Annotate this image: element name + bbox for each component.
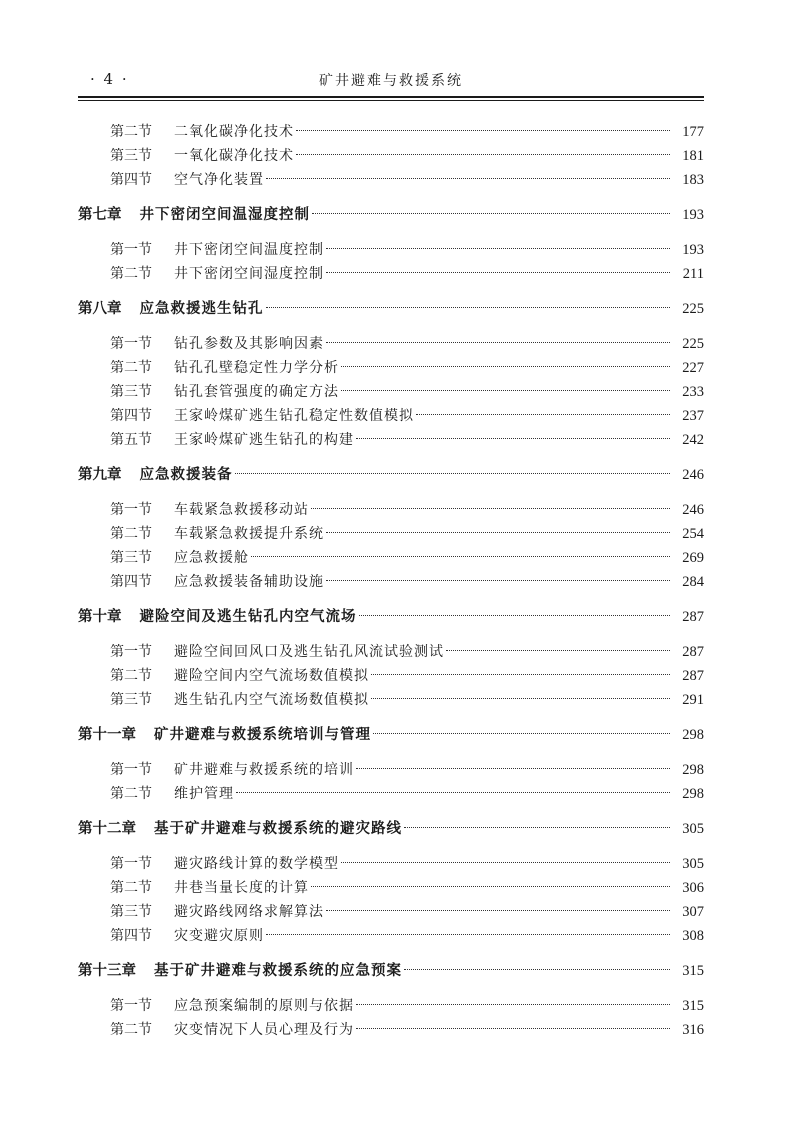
dot-leader [404, 969, 670, 970]
page-reference: 307 [682, 904, 704, 920]
toc-section-entry[interactable] [78, 852, 704, 876]
page-reference: 183 [682, 172, 704, 188]
section-number: 第四节 [110, 172, 152, 188]
section-number: 第一节 [110, 242, 152, 258]
section-number: 第一节 [110, 644, 152, 660]
chapter-number: 第十二章 [78, 821, 136, 837]
section-title: 矿井避难与救援系统的培训 [174, 762, 354, 778]
page-reference: 308 [682, 928, 704, 944]
page-reference: 227 [682, 360, 704, 376]
section-number: 第二节 [110, 1022, 152, 1038]
page-reference: 237 [682, 408, 704, 424]
section-number: 第二节 [110, 668, 152, 684]
section-title: 避险空间回风口及逃生钻孔风流试验测试 [174, 644, 444, 660]
page-reference: 242 [682, 432, 704, 448]
dot-leader [446, 650, 670, 651]
toc-section-entry[interactable] [78, 640, 704, 664]
section-number: 第二节 [110, 880, 152, 896]
section-number: 第五节 [110, 432, 152, 448]
toc-section-entry[interactable] [78, 404, 704, 428]
dot-leader [371, 674, 670, 675]
dot-leader [326, 580, 670, 581]
toc-chapter-entry[interactable] [78, 959, 704, 983]
toc-section-entry[interactable] [78, 238, 704, 262]
page-reference: 315 [682, 963, 704, 979]
section-title: 应急预案编制的原则与依据 [174, 998, 354, 1014]
section-number: 第三节 [110, 148, 152, 164]
dot-leader [341, 390, 670, 391]
section-title: 井巷当量长度的计算 [174, 880, 309, 896]
toc-section-entry[interactable] [78, 782, 704, 806]
section-title: 应急救援装备辅助设施 [174, 574, 324, 590]
section-number: 第二节 [110, 786, 152, 802]
page-reference: 305 [682, 856, 704, 872]
toc-section-entry[interactable] [78, 380, 704, 404]
section-title: 一氧化碳净化技术 [174, 148, 294, 164]
dot-leader [356, 768, 670, 769]
page-reference: 246 [682, 502, 704, 518]
section-number: 第四节 [110, 928, 152, 944]
toc-section-entry[interactable] [78, 332, 704, 356]
page-reference: 233 [682, 384, 704, 400]
chapter-number: 第十三章 [78, 963, 136, 979]
page-reference: 193 [682, 207, 704, 223]
toc-section-entry[interactable] [78, 924, 704, 948]
toc-section-entry[interactable] [78, 546, 704, 570]
section-title: 钻孔套管强度的确定方法 [174, 384, 339, 400]
dot-leader [266, 178, 670, 179]
page-reference: 225 [682, 336, 704, 352]
toc-section-entry[interactable] [78, 120, 704, 144]
chapter-number: 第十章 [78, 609, 122, 625]
page-reference: 287 [682, 644, 704, 660]
dot-leader [296, 130, 670, 131]
page-reference: 246 [682, 467, 704, 483]
toc-section-entry[interactable] [78, 168, 704, 192]
dot-leader [326, 272, 670, 273]
page-reference: 316 [682, 1022, 704, 1038]
section-number: 第三节 [110, 550, 152, 566]
page-reference: 211 [682, 266, 704, 282]
toc-section-entry[interactable] [78, 664, 704, 688]
section-title: 避灾路线网络求解算法 [174, 904, 324, 920]
section-title: 钻孔孔壁稳定性力学分析 [174, 360, 339, 376]
section-number: 第二节 [110, 266, 152, 282]
section-title: 灾变避灾原则 [174, 928, 264, 944]
dot-leader [251, 556, 670, 557]
section-title: 逃生钻孔内空气流场数值模拟 [174, 692, 369, 708]
dot-leader [341, 862, 670, 863]
section-title: 车载紧急救援移动站 [174, 502, 309, 518]
toc-section-entry[interactable] [78, 522, 704, 546]
table-of-contents [78, 120, 704, 1042]
chapter-title: 避险空间及逃生钻孔内空气流场 [139, 609, 357, 625]
chapter-title: 井下密闭空间温湿度控制 [139, 207, 310, 223]
dot-leader [373, 733, 670, 734]
page-reference: 305 [682, 821, 704, 837]
dot-leader [341, 366, 670, 367]
running-title: 矿井避难与救援系统 [319, 73, 463, 89]
section-number: 第三节 [110, 904, 152, 920]
dot-leader [236, 792, 670, 793]
page-reference: 284 [682, 574, 704, 590]
toc-section-entry[interactable] [78, 994, 704, 1018]
chapter-number: 第八章 [78, 301, 122, 317]
toc-chapter-entry[interactable] [78, 463, 704, 487]
section-title: 灾变情况下人员心理及行为 [174, 1022, 354, 1038]
chapter-title: 基于矿井避难与救援系统的应急预案 [154, 963, 402, 979]
section-number: 第二节 [110, 526, 152, 542]
page-reference: 298 [682, 727, 704, 743]
dot-leader [404, 827, 670, 828]
toc-section-entry[interactable] [78, 356, 704, 380]
section-title: 井下密闭空间温度控制 [174, 242, 324, 258]
page-reference: 306 [682, 880, 704, 896]
section-number: 第三节 [110, 384, 152, 400]
toc-chapter-entry[interactable] [78, 817, 704, 841]
page-header [78, 68, 704, 90]
toc-chapter-entry[interactable] [78, 605, 704, 629]
page-reference: 298 [682, 786, 704, 802]
section-title: 避灾路线计算的数学模型 [174, 856, 339, 872]
chapter-number: 第七章 [78, 207, 122, 223]
toc-chapter-entry[interactable] [78, 723, 704, 747]
page-reference: 177 [682, 124, 704, 140]
section-number: 第二节 [110, 360, 152, 376]
dot-leader [266, 307, 671, 308]
toc-section-entry[interactable] [78, 758, 704, 782]
chapter-number: 第九章 [78, 467, 122, 483]
toc-section-entry[interactable] [78, 262, 704, 286]
section-number: 第四节 [110, 408, 152, 424]
page-reference: 269 [682, 550, 704, 566]
page-reference: 181 [682, 148, 704, 164]
dot-leader [296, 154, 670, 155]
dot-leader [311, 508, 670, 509]
header-rule-thin [78, 100, 704, 101]
section-number: 第二节 [110, 124, 152, 140]
chapter-title: 矿井避难与救援系统培训与管理 [154, 727, 371, 743]
page-reference: 193 [682, 242, 704, 258]
dot-leader [356, 1028, 670, 1029]
page-reference: 287 [682, 609, 704, 625]
toc-section-entry[interactable] [78, 498, 704, 522]
dot-leader [371, 698, 670, 699]
page-reference: 287 [682, 668, 704, 684]
section-title: 空气净化装置 [174, 172, 264, 188]
chapter-title: 基于矿井避难与救援系统的避灾路线 [154, 821, 402, 837]
dot-leader [326, 532, 670, 533]
section-number: 第一节 [110, 856, 152, 872]
header-rule-thick [78, 96, 704, 98]
dot-leader [312, 213, 670, 214]
page-reference: 291 [682, 692, 704, 708]
dot-leader [326, 248, 670, 249]
dot-leader [266, 934, 670, 935]
toc-section-entry[interactable] [78, 1018, 704, 1042]
page-reference: 298 [682, 762, 704, 778]
section-number: 第四节 [110, 574, 152, 590]
page-reference: 225 [682, 301, 704, 317]
section-title: 钻孔参数及其影响因素 [174, 336, 324, 352]
page-reference: 254 [682, 526, 704, 542]
toc-section-entry[interactable] [78, 876, 704, 900]
section-number: 第一节 [110, 998, 152, 1014]
section-title: 应急救援舱 [174, 550, 249, 566]
dot-leader [326, 342, 670, 343]
section-number: 第一节 [110, 762, 152, 778]
page-number: · 4 · [90, 70, 129, 88]
toc-chapter-entry[interactable] [78, 297, 704, 321]
section-number: 第一节 [110, 502, 152, 518]
section-title: 王家岭煤矿逃生钻孔稳定性数值模拟 [174, 408, 414, 424]
chapter-number: 第十一章 [78, 727, 136, 743]
page-reference: 315 [682, 998, 704, 1014]
section-number: 第一节 [110, 336, 152, 352]
section-number: 第三节 [110, 692, 152, 708]
chapter-title: 应急救援逃生钻孔 [139, 301, 264, 317]
toc-section-entry[interactable] [78, 570, 704, 594]
section-title: 避险空间内空气流场数值模拟 [174, 668, 369, 684]
toc-section-entry[interactable] [78, 688, 704, 712]
section-title: 井下密闭空间湿度控制 [174, 266, 324, 282]
dot-leader [326, 910, 670, 911]
chapter-title: 应急救援装备 [139, 467, 233, 483]
section-title: 二氧化碳净化技术 [174, 124, 294, 140]
dot-leader [359, 615, 671, 616]
dot-leader [311, 886, 670, 887]
dot-leader [235, 473, 671, 474]
section-title: 维护管理 [174, 786, 234, 802]
section-title: 王家岭煤矿逃生钻孔的构建 [174, 432, 354, 448]
dot-leader [356, 438, 670, 439]
toc-section-entry[interactable] [78, 900, 704, 924]
dot-leader [356, 1004, 670, 1005]
section-title: 车载紧急救援提升系统 [174, 526, 324, 542]
toc-chapter-entry[interactable] [78, 203, 704, 227]
toc-section-entry[interactable] [78, 144, 704, 168]
dot-leader [416, 414, 670, 415]
toc-section-entry[interactable] [78, 428, 704, 452]
